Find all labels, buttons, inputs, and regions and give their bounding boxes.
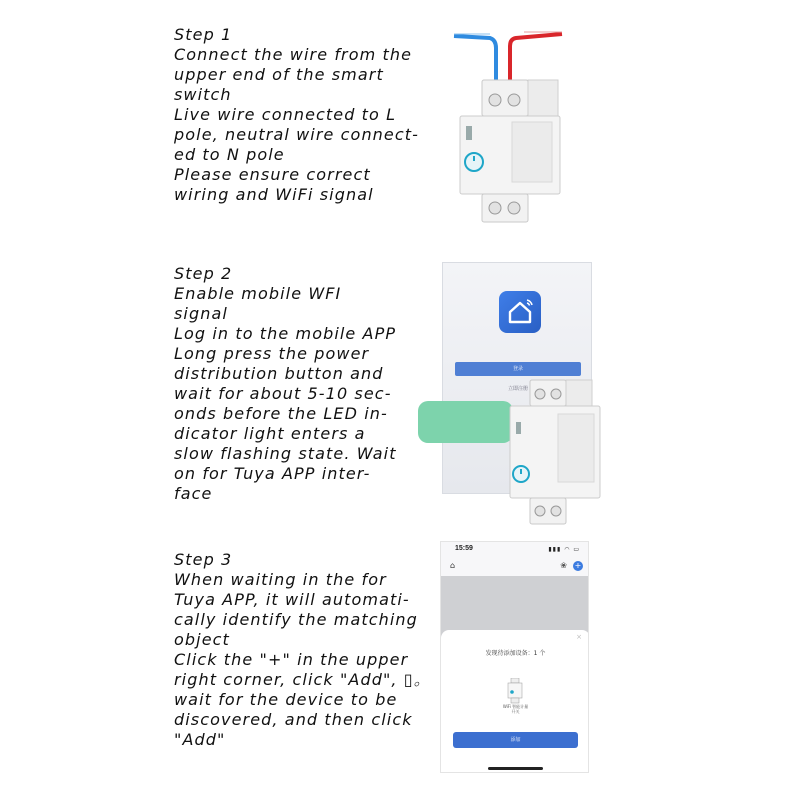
sheet-title: 发现待添加设备：1 个: [485, 650, 546, 657]
step-1-line: Live wire connected to L: [174, 105, 397, 124]
step-3-line: "Add": [174, 730, 226, 749]
highlight-bubble: [418, 401, 513, 443]
step-1-line: ed to N pole: [174, 145, 285, 164]
step-3-line: cally identify the matching: [174, 610, 418, 629]
status-time: 15:59: [455, 545, 473, 552]
step-3-line: discovered, and then click: [174, 710, 413, 729]
step-2-line: Long press the power: [174, 344, 370, 363]
step-2-text: [174, 264, 424, 504]
step-2-heading: Step 2: [174, 264, 233, 283]
add-device-phone-screen: [440, 541, 589, 773]
home-indicator: [488, 767, 543, 770]
power-button-icon: [465, 153, 483, 171]
signal-wifi-battery-icons: ▮▮▮ ◠ ▭: [548, 546, 580, 553]
login-button[interactable]: 登录: [455, 362, 581, 376]
step-1-line: Please ensure correct: [174, 165, 371, 184]
step-1-line: pole, neutral wire connect-: [174, 125, 420, 144]
step-2-line: dicator light enters a: [174, 424, 366, 443]
step-3-heading: Step 3: [174, 550, 233, 569]
live-wire: [510, 34, 562, 84]
close-icon[interactable]: ×: [576, 633, 582, 641]
register-link[interactable]: 立即注册: [507, 386, 528, 392]
device-name-line-2: 开关: [511, 709, 520, 714]
step-2-line: on for Tuya APP inter-: [174, 464, 371, 483]
step-3-line: When waiting in the for: [174, 570, 387, 589]
step-1-line: Connect the wire from the: [174, 45, 413, 64]
step-2-line: Enable mobile WFI: [174, 284, 342, 303]
add-device-plus-button[interactable]: +: [574, 561, 582, 570]
discovered-device-sheet: [441, 630, 589, 773]
neutral-wire: [454, 36, 496, 84]
step-2-line: onds before the LED in-: [174, 404, 388, 423]
step-3-line: Click the "+" in the upper: [174, 650, 409, 669]
step-1-text: [174, 25, 424, 205]
step-3-line: right corner, click "Add", ▯。: [174, 670, 431, 689]
breaker-device-image: [508, 378, 604, 528]
step-3-line: object: [174, 630, 230, 649]
status-bar: [441, 542, 589, 558]
step-3-line: Tuya APP, it will automati-: [174, 590, 410, 609]
step-1-heading: Step 1: [174, 25, 233, 44]
device-name: [441, 704, 589, 714]
breaker-wiring-image: [450, 30, 575, 225]
app-top-bar: [441, 558, 589, 576]
step-1-line: wiring and WiFi signal: [174, 185, 374, 204]
scene-icon[interactable]: ❀: [560, 561, 567, 570]
step-2-line: distribution button and: [174, 364, 384, 383]
smart-home-app-logo: [499, 291, 541, 333]
user-icon[interactable]: ⌂: [450, 561, 456, 570]
step-2-line: wait for about 5-10 sec-: [174, 384, 392, 403]
step-2-line: face: [174, 484, 213, 503]
step-1-line: upper end of the smart: [174, 65, 384, 84]
step-2-line: signal: [174, 304, 228, 323]
step-2-line: Log in to the mobile APP: [174, 324, 397, 343]
step-1-line: switch: [174, 85, 232, 104]
step-2-line: slow flashing state. Wait: [174, 444, 397, 463]
add-button[interactable]: 添加: [453, 732, 578, 748]
step-3-text: [174, 550, 431, 750]
step-3-line: wait for the device to be: [174, 690, 398, 709]
device-name-line-1: WiFi 智能计量: [502, 704, 529, 709]
